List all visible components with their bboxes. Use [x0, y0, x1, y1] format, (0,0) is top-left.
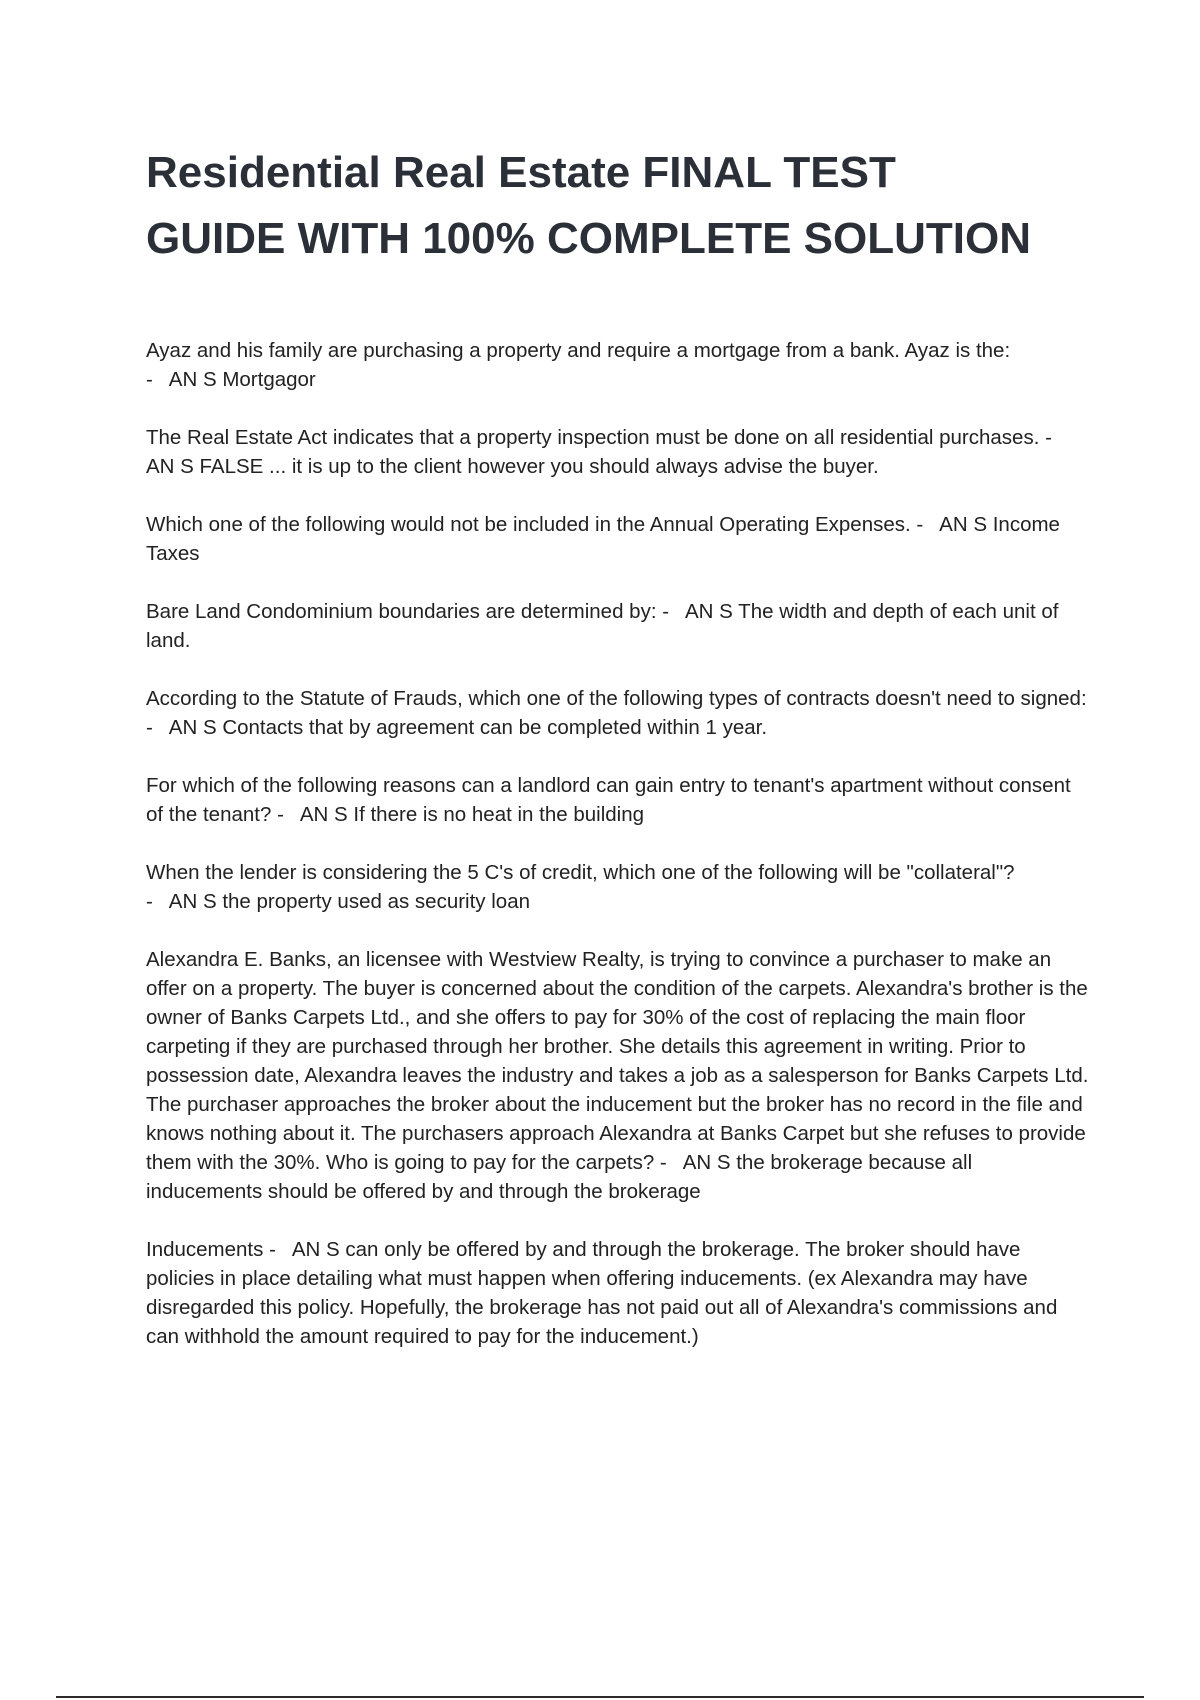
qa-list [146, 336, 1094, 1380]
qa-item-statute-of-frauds: According to the Statute of Frauds, which one of the following types of contracts doesn't need to signed: - AN S Contacts that by agreement can be completed within 1 year. [146, 687, 1093, 739]
qa-item-landlord-entry: For which of the following reasons can a landlord can gain entry to tenant's apartment without consent of the tenant? - AN S If there is no heat in the building [146, 774, 1077, 826]
qa-item-inducements: Inducements - AN S can only be offered by and through the brokerage. The broker should have policies in place detailing what must happen when offering inducements. (ex Alexandra may have disregarded this policy. Hopefully, the brokerage has not paid out all of Alexandra's commissions and can withhold the amount required to pay for the inducement.) [146, 1238, 1064, 1348]
qa-item-collateral: When the lender is considering the 5 C's of credit, which one of the following will be "collateral"? - AN S the property used as security loan [146, 861, 1015, 913]
document-title: Residential Real Estate FINAL TEST GUIDE WITH 100% COMPLETE SOLUTION [146, 148, 1031, 263]
qa-item-bare-land-condominium: Bare Land Condominium boundaries are determined by: - AN S The width and depth of each unit of land. [146, 600, 1065, 652]
qa-item-alexandra-carpets: Alexandra E. Banks, an licensee with Westview Realty, is trying to convince a purchaser to make an offer on a property. The buyer is concerned about the condition of the carpets. Alexandra's brother is the owner of Banks Carpets Ltd., and she offers to pay for 30% of the cost of replacing the main floor carpeting if they are purchased through her brother. She details this agreement in writing. Prior to possession date, Alexandra leaves the industry and takes a job as a salesperson for Banks Carpets Ltd. The purchaser approaches the broker about the inducement but the broker has no record in the file and knows nothing about it. The purchasers approach Alexandra at Banks Carpet but she refuses to provide them with the 30%. Who is going to pay for the carpets? - AN S the brokerage because all inducements should be offered by and through the brokerage [146, 948, 1094, 1203]
qa-item-property-inspection: The Real Estate Act indicates that a property inspection must be done on all residential purchases. - AN S FALSE ... it is up to the client however you should always advise the buyer. [146, 426, 1068, 478]
qa-item-operating-expenses: Which one of the following would not be included in the Annual Operating Expenses. - AN S Income Taxes [146, 513, 1066, 565]
footer-divider [56, 1696, 1144, 1698]
qa-item-mortgagor: Ayaz and his family are purchasing a property and require a mortgage from a bank. Ayaz is the: - AN S Mortgagor [146, 339, 1011, 391]
